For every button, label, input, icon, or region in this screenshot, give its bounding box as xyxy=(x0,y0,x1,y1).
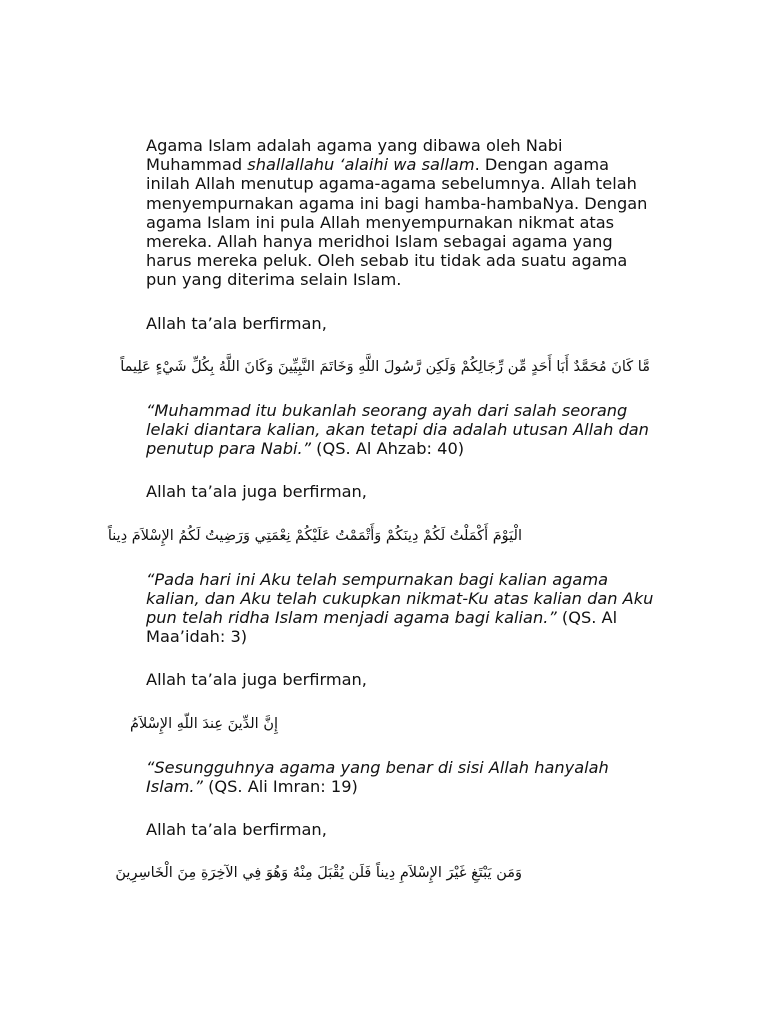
section-1-translation xyxy=(146,401,656,459)
section-3-arabic-verse: إِنَّ الدِّينَ عِندَ اللّهِ الإِسْلاَمُ xyxy=(130,715,278,732)
section-3-reference: (QS. Ali Imran: 19) xyxy=(202,776,358,796)
section-3-translation-quote: “Sesungguhnya agama yang benar di sisi Allah hanyalah Islam.” xyxy=(146,757,609,796)
section-4-arabic-verse: وَمَن يَبْتَغِ غَيْرَ الإِسْلاَمِ دِيناً فَلَن يُقْبَلَ مِنْهُ وَهُوَ فِي الآخِرَةِ مِنَ الْخَاسِرِينَ xyxy=(115,865,522,882)
section-2-translation xyxy=(146,570,656,647)
section-1-translation-quote: “Muhammad itu bukanlah seorang ayah dari salah seorang lelaki diantara kalian, akan tetapi dia adalah utusan Allah dan penutup para Nabi.” xyxy=(146,400,649,459)
intro-paragraph xyxy=(146,136,656,290)
section-2-reference: (QS. Al Maa’idah: 3) xyxy=(146,608,618,647)
section-1-reference: (QS. Al Ahzab: 40) xyxy=(311,439,465,459)
section-3-translation xyxy=(146,758,656,796)
intro-text-start: Agama Islam adalah agama yang dibawa oleh Nabi Muhammad xyxy=(146,136,563,175)
intro-italic-honorific: shallallahu ‘alaihi wa sallam xyxy=(247,155,475,175)
section-2-translation-quote: “Pada hari ini Aku telah sempurnakan bagi kalian agama kalian, dan Aku telah cukupkan nikmat-Ku atas kalian dan Aku pun telah ridha Islam menjadi agama bagi kalian.” xyxy=(146,569,654,628)
document-page xyxy=(107,136,656,907)
section-4-lead: Allah ta’ala berfirman, xyxy=(146,820,327,840)
section-1-lead: Allah ta’ala berfirman, xyxy=(146,313,327,333)
section-1-arabic-verse: مَّا كَانَ مُحَمَّدٌ أَبَا أَحَدٍ مِّن رِّجَالِكُمْ وَلَكِن رَّسُولَ اللَّهِ وَخَاتَمَ النَّبِيِّينَ وَكَانَ اللَّهُ بِكُلِّ شَيْءٍ عَلِيماً xyxy=(120,358,650,375)
section-3-lead: Allah ta’ala juga berfirman, xyxy=(146,670,367,690)
section-2-lead: Allah ta’ala juga berfirman, xyxy=(146,482,367,502)
intro-text-end: . Dengan agama inilah Allah menutup agama-agama sebelumnya. Allah telah menyempurnakan agama ini bagi hamba-hambaNya. Dengan agama Islam ini pula Allah menyempurnakan nikmat atas mereka. Allah hanya meridhoi Islam sebagai agama yang harus mereka peluk. Oleh sebab itu tidak ada suatu agama pun yang diterima selain Islam. xyxy=(146,155,648,290)
section-2-arabic-verse: الْيَوْمَ أَكْمَلْتُ لَكُمْ دِينَكُمْ وَأَتْمَمْتُ عَلَيْكُمْ نِعْمَتِي وَرَضِيتُ لَكُمُ الإِسْلاَمَ دِيناً xyxy=(107,527,522,544)
